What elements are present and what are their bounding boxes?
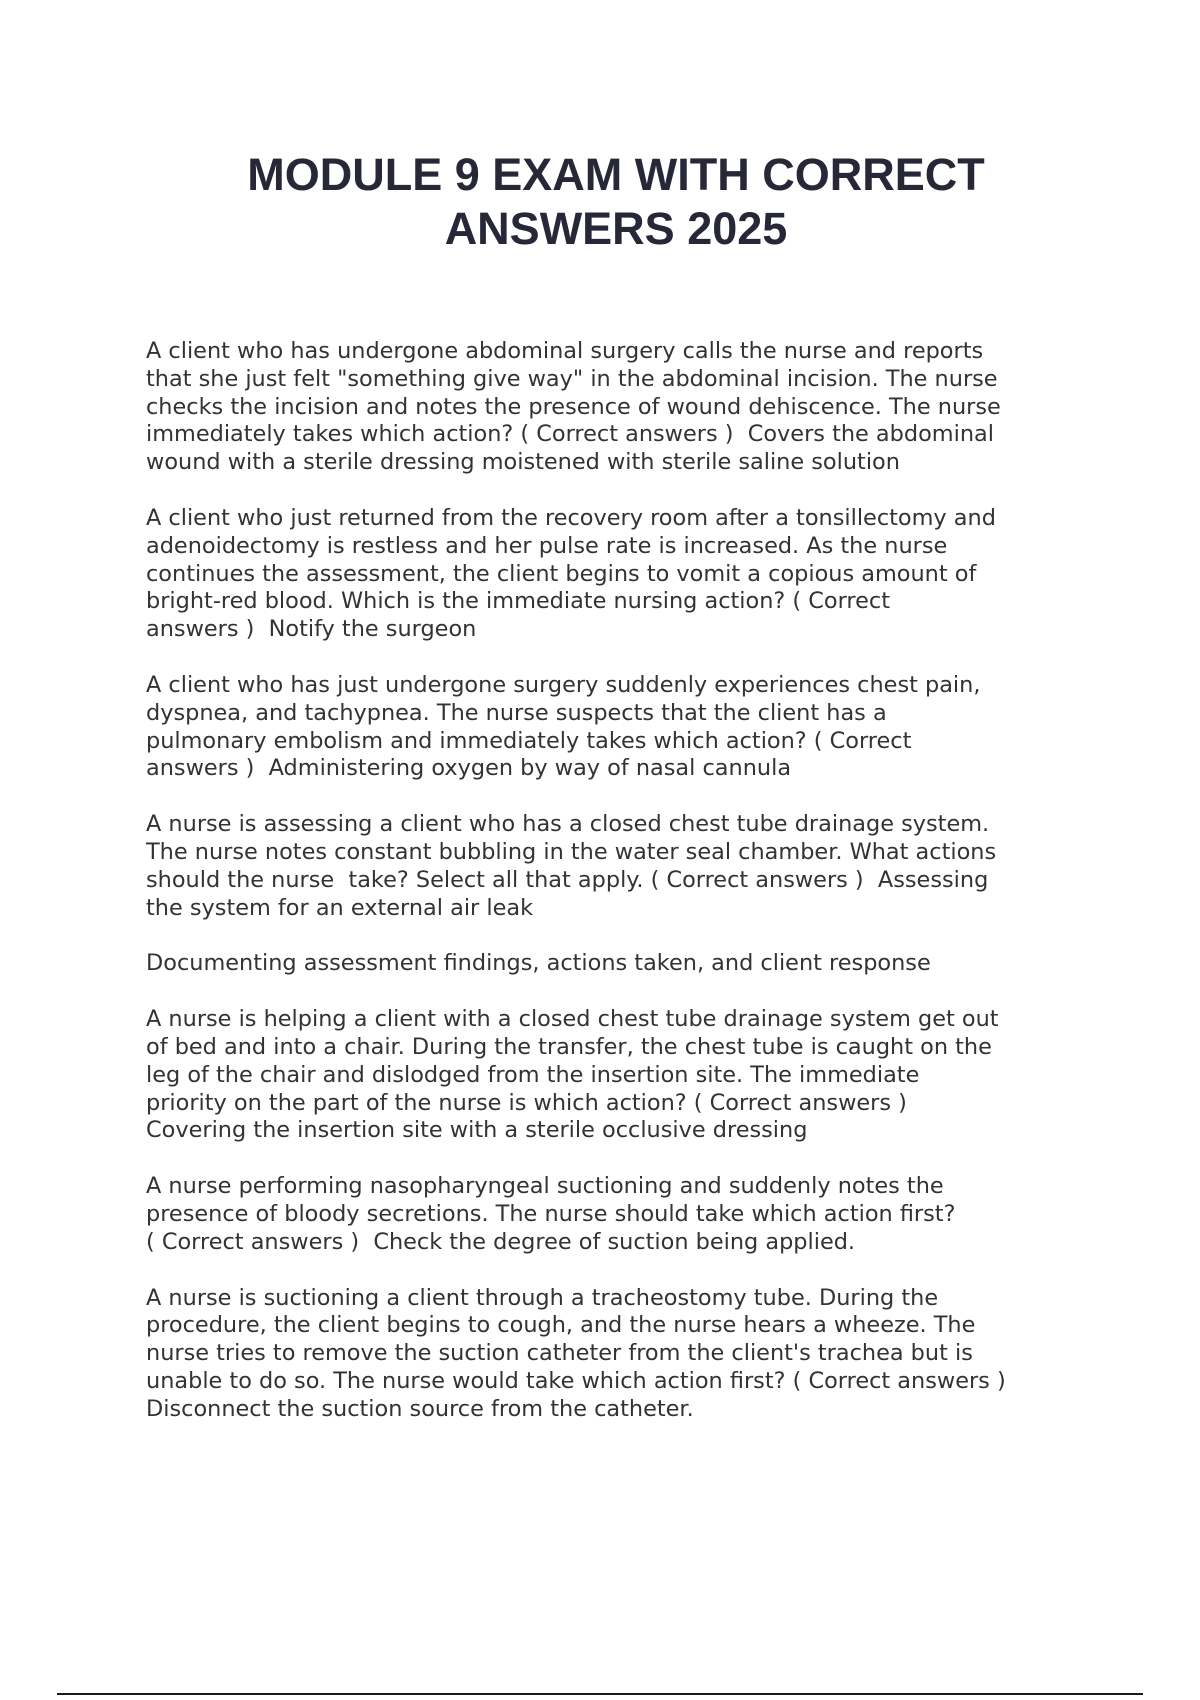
question-paragraph: A client who just returned from the recovery room after a tonsillectomy and adenoidectomy is restless and her pulse rate is increased. As the nurse continues the assessment, the client begins to vomit a copious amount of bright-red blood. Which is the immediate nursing action? ( Correct answers ) Notify the surgeon	[146, 504, 996, 643]
question-paragraph: A nurse performing nasopharyngeal suctioning and suddenly notes the presence of bloody secretions. The nurse should take which action first? ( Correct answers ) Check the degree of suction being applied.	[146, 1173, 956, 1255]
question-paragraph: A nurse is assessing a client who has a closed chest tube drainage system. The nurse notes constant bubbling in the water seal chamber. What actions should the nurse take? Select all that apply. ( Correct answers ) Assessing the system for an external air leak	[146, 811, 997, 921]
title-line-2: ANSWERS 2025	[444, 203, 788, 254]
page-title	[100, 148, 1132, 256]
footer-divider	[57, 1693, 1143, 1695]
title-line-1: MODULE 9 EXAM WITH CORRECT	[247, 149, 985, 200]
question-paragraph: A nurse is helping a client with a closed chest tube drainage system get out of bed and into a chair. During the transfer, the chest tube is caught on the leg of the chair and dislodged from the insertion site. The immediate priority on the part of the nurse is which action? ( Correct answers ) Covering the insertion site with a sterile occlusive dressing	[146, 1006, 999, 1144]
document-body	[146, 338, 1086, 1452]
question-paragraph: A client who has just undergone surgery suddenly experiences chest pain, dyspnea, and tachypnea. The nurse suspects that the client has a pulmonary embolism and immediately takes which action? ( Correct answers ) Administering oxygen by way of nasal cannula	[146, 671, 981, 782]
question-paragraph: A nurse is suctioning a client through a tracheostomy tube. During the procedure, the client begins to cough, and the nurse hears a wheeze. The nurse tries to remove the suction catheter from the client's trachea but is unable to do so. The nurse would take which action first? ( Correct answers ) Disconnect the suction source from the catheter.	[146, 1284, 1006, 1422]
answer-continuation-paragraph: Documenting assessment findings, actions taken, and client response	[146, 950, 931, 977]
question-paragraph: A client who has undergone abdominal surgery calls the nurse and reports that she just felt "something give way" in the abdominal incision. The nurse checks the incision and notes the presence of wound dehiscence. The nurse immediately takes which action? ( Correct answers ) Covers the abdominal wound with a sterile dressing moistened with sterile saline solution	[146, 338, 1001, 476]
